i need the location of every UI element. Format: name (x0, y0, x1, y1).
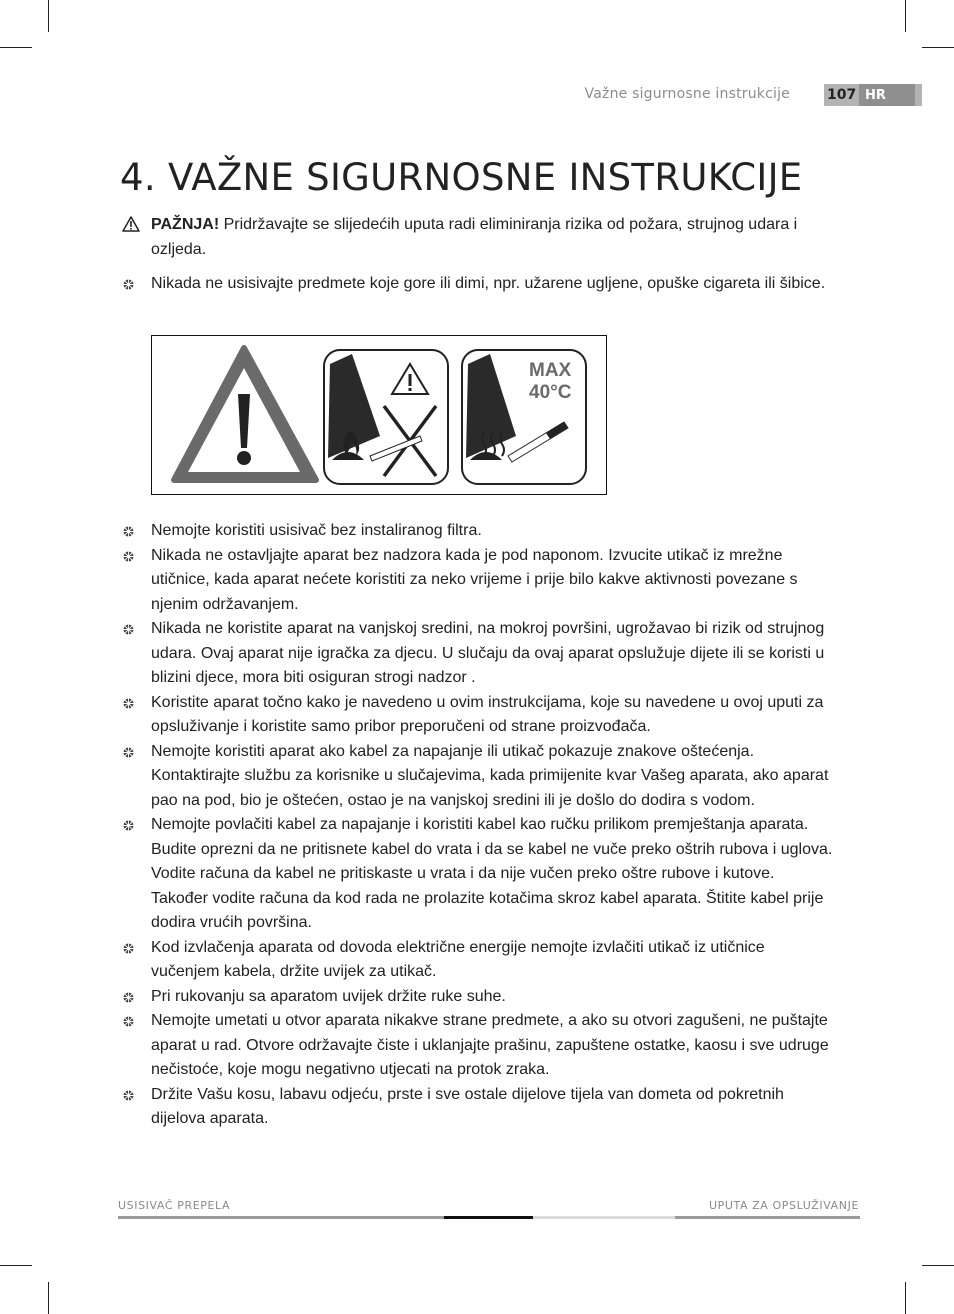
bullet-icon (123, 1016, 134, 1027)
page-number: 107 (827, 87, 857, 103)
safety-pictogram (151, 335, 607, 495)
crop-mark (922, 1265, 954, 1266)
bullet-icon (123, 526, 134, 537)
list-item-text: Držite Vašu kosu, labavu odjeću, prste i sve ostale dijelove tijela van dometa od pokretnih dijelova aparata. (151, 1085, 784, 1127)
list-item (122, 691, 834, 740)
language-code: HR (859, 84, 915, 106)
bullet-icon (123, 551, 134, 562)
intro-list (122, 272, 834, 297)
footer-bar (118, 1216, 444, 1219)
warning-triangle-icon (122, 216, 140, 232)
crop-mark (905, 0, 906, 32)
footer-product: USISIVAČ PREPELA (118, 1199, 231, 1212)
max-temperature-icon (462, 350, 586, 484)
no-burning-objects-icon (324, 350, 448, 484)
list-item-text: Nemojte povlačiti kabel za napajanje i koristiti kabel kao ručku prilikom premještanja aparata. Budite oprezni da ne pritisnete kabel do vrata i da se kabel ne vuče preko oštrih rubova i uglova. Vodite računa da kabel ne pritiskaste u vrata i da nije vučen preko oštre rubove i kutove. Također vodite računa da kod rada ne prolazite kotačima skroz kabel aparata. Štitite kabel prije dodira vrućih površina. (151, 816, 833, 931)
running-header: Važne sigurnosne instrukcije (584, 86, 790, 102)
crop-mark (48, 0, 49, 32)
list-item-text: Nikada ne ostavljajte aparat bez nadzora kada je pod naponom. Izvucite utikač iz mrežne utičnice, kada aparat nećete koristiti za neko vrijeme i prije bilo kakve aktivnosti povezane s njenim održavanjem. (151, 546, 798, 613)
list-item (122, 985, 834, 1010)
bullet-icon (123, 624, 134, 635)
warning-note (122, 212, 802, 262)
list-item (122, 544, 834, 618)
footer-bar (533, 1216, 675, 1219)
temperature-label: 40°C (529, 382, 572, 403)
list-item-text: Nemojte koristiti aparat ako kabel za napajanje ili utikač pokazuje znakove oštećenja. Kontaktirajte službu za korisnike u slučajevima, kada primijenite kvar Vašeg aparata, ako aparat pao na pod, bio je oštećen, ostao je na vanjskoj sredini ili je došlo do dodira s vodom. (151, 742, 829, 809)
footer-document: UPUTA ZA OPSLUŽIVANJE (708, 1199, 859, 1212)
list-item-text: Nikada ne usisivajte predmete koje gore ili dimi, npr. užarene ugljene, opuške cigareta ili šibice. (151, 275, 826, 292)
page-badge (824, 84, 922, 106)
warning-label: PAŽNJA! (151, 216, 220, 233)
list-item (122, 1083, 834, 1132)
list-item-text: Nemojte umetati u otvor aparata nikakve strane predmete, a ako su otvori zagušeni, ne puštajte aparat u rad. Otvore održavajte čiste i uklanjajte prašinu, zapuštene ostatke, kaosu i sve udruge nečistoće, koje mogu negativno utjecati na protok zraka. (151, 1012, 829, 1078)
crop-mark (922, 47, 954, 48)
crop-mark (0, 47, 32, 48)
warning-text: Pridržavajte se slijedećih uputa radi eliminiranja rizika od požara, strujnog udara i ozljeda. (151, 216, 798, 258)
warning-triangle-icon (174, 348, 316, 480)
list-item (122, 617, 834, 691)
page-title: 4. VAŽNE SIGURNOSNE INSTRUKCIJE (120, 156, 803, 199)
pictogram-graphic (152, 336, 606, 494)
bullet-icon (123, 943, 134, 954)
footer-bar (675, 1216, 860, 1219)
list-item (122, 272, 834, 297)
bullet-icon (123, 698, 134, 709)
list-item (122, 1009, 834, 1083)
list-item-text: Nemojte koristiti usisivač bez instaliranog filtra. (151, 522, 482, 539)
crop-mark (0, 1265, 32, 1266)
list-item-text: Pri rukovanju sa aparatom uvijek držite ruke suhe. (151, 987, 506, 1005)
bullet-icon (123, 820, 134, 831)
list-item (122, 740, 834, 814)
bullet-icon (123, 747, 134, 758)
list-item (122, 936, 834, 985)
max-label: MAX (529, 360, 572, 381)
list-item-text: Kod izvlačenja aparata od dovoda električne energije nemojte izvlačiti utikač iz utičnice vučenjem kabela, držite uvijek za utikač. (151, 938, 765, 980)
bullet-icon (123, 992, 134, 1003)
list-item (122, 519, 834, 544)
list-item (122, 813, 834, 936)
bullet-icon (123, 1090, 134, 1101)
crop-mark (48, 1282, 49, 1314)
bullet-icon (123, 279, 134, 290)
footer-bar (444, 1216, 533, 1219)
list-item-text: Nikada ne koristite aparat na vanjskoj sredini, na mokroj površini, ugrožavao bi rizik od strujnog udara. Ovaj aparat nije igračka za djecu. U slučaju da ovaj aparat opslužuje dijete ili se koristi u blizini djece, mora biti osiguran strogi nadzor . (151, 620, 825, 686)
safety-list (122, 519, 834, 1132)
list-item-text: Koristite aparat točno kako je navedeno u ovim instrukcijama, koje su navedene u ovoj uputi za opsluživanje i koristite samo pribor preporučeni od strane proizvođača. (151, 693, 824, 735)
crop-mark (905, 1282, 906, 1314)
